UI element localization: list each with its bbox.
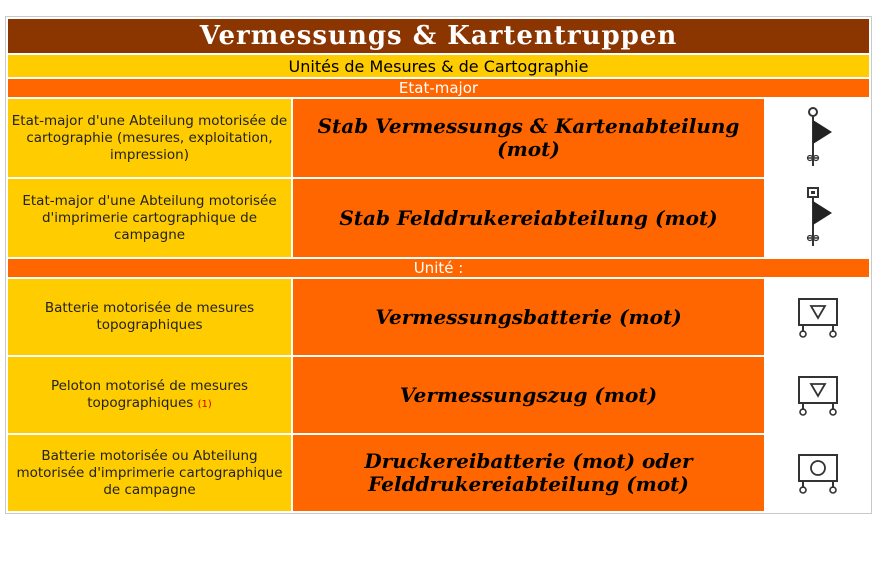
row-description: Batterie motorisée de mesures topographiques	[8, 279, 291, 355]
units-table	[5, 16, 872, 514]
table-row	[8, 99, 869, 177]
row-description: Etat-major d'une Abteilung motorisée de cartographie (mesures, exploitation, impression)	[8, 99, 291, 177]
row-description	[8, 357, 291, 433]
row-unit-name-line2: Felddrukereiabteilung (mot)	[368, 472, 689, 496]
section-header-staff: Etat-major	[8, 79, 869, 97]
section-header-unit: Unité :	[8, 259, 869, 277]
table-subtitle: Unités de Mesures & de Cartographie	[8, 55, 869, 77]
table-row	[8, 435, 869, 511]
table-row	[8, 179, 869, 257]
row-unit-name	[293, 435, 764, 511]
vehicle-triangle-icon	[766, 279, 869, 355]
row-description: Batterie motorisée ou Abteilung motorisée d'imprimerie cartographique de campagne	[8, 435, 291, 511]
table-row	[8, 279, 869, 355]
vehicle-circle-icon	[766, 435, 869, 511]
vehicle-triangle-icon	[766, 357, 869, 433]
table-row	[8, 357, 869, 433]
row-description: Etat-major d'une Abteilung motorisée d'imprimerie cartographique de campagne	[8, 179, 291, 257]
units-table-container	[5, 16, 872, 514]
table-title: Vermessungs & Kartentruppen	[8, 19, 869, 53]
footnote-reference[interactable]: (1)	[197, 398, 212, 410]
row-unit-name: Stab Felddrukereiabteilung (mot)	[293, 179, 764, 257]
staff-flag-square-icon	[766, 179, 869, 257]
staff-flag-circle-icon	[766, 99, 869, 177]
row-unit-name: Vermessungsbatterie (mot)	[293, 279, 764, 355]
row-unit-name-line1: Druckereibatterie (mot) oder	[364, 449, 693, 473]
row-unit-name: Vermessungszug (mot)	[293, 357, 764, 433]
row-description-text: Peloton motorisé de mesures topographiques	[50, 377, 249, 411]
row-unit-name: Stab Vermessungs & Kartenabteilung (mot)	[293, 99, 764, 177]
